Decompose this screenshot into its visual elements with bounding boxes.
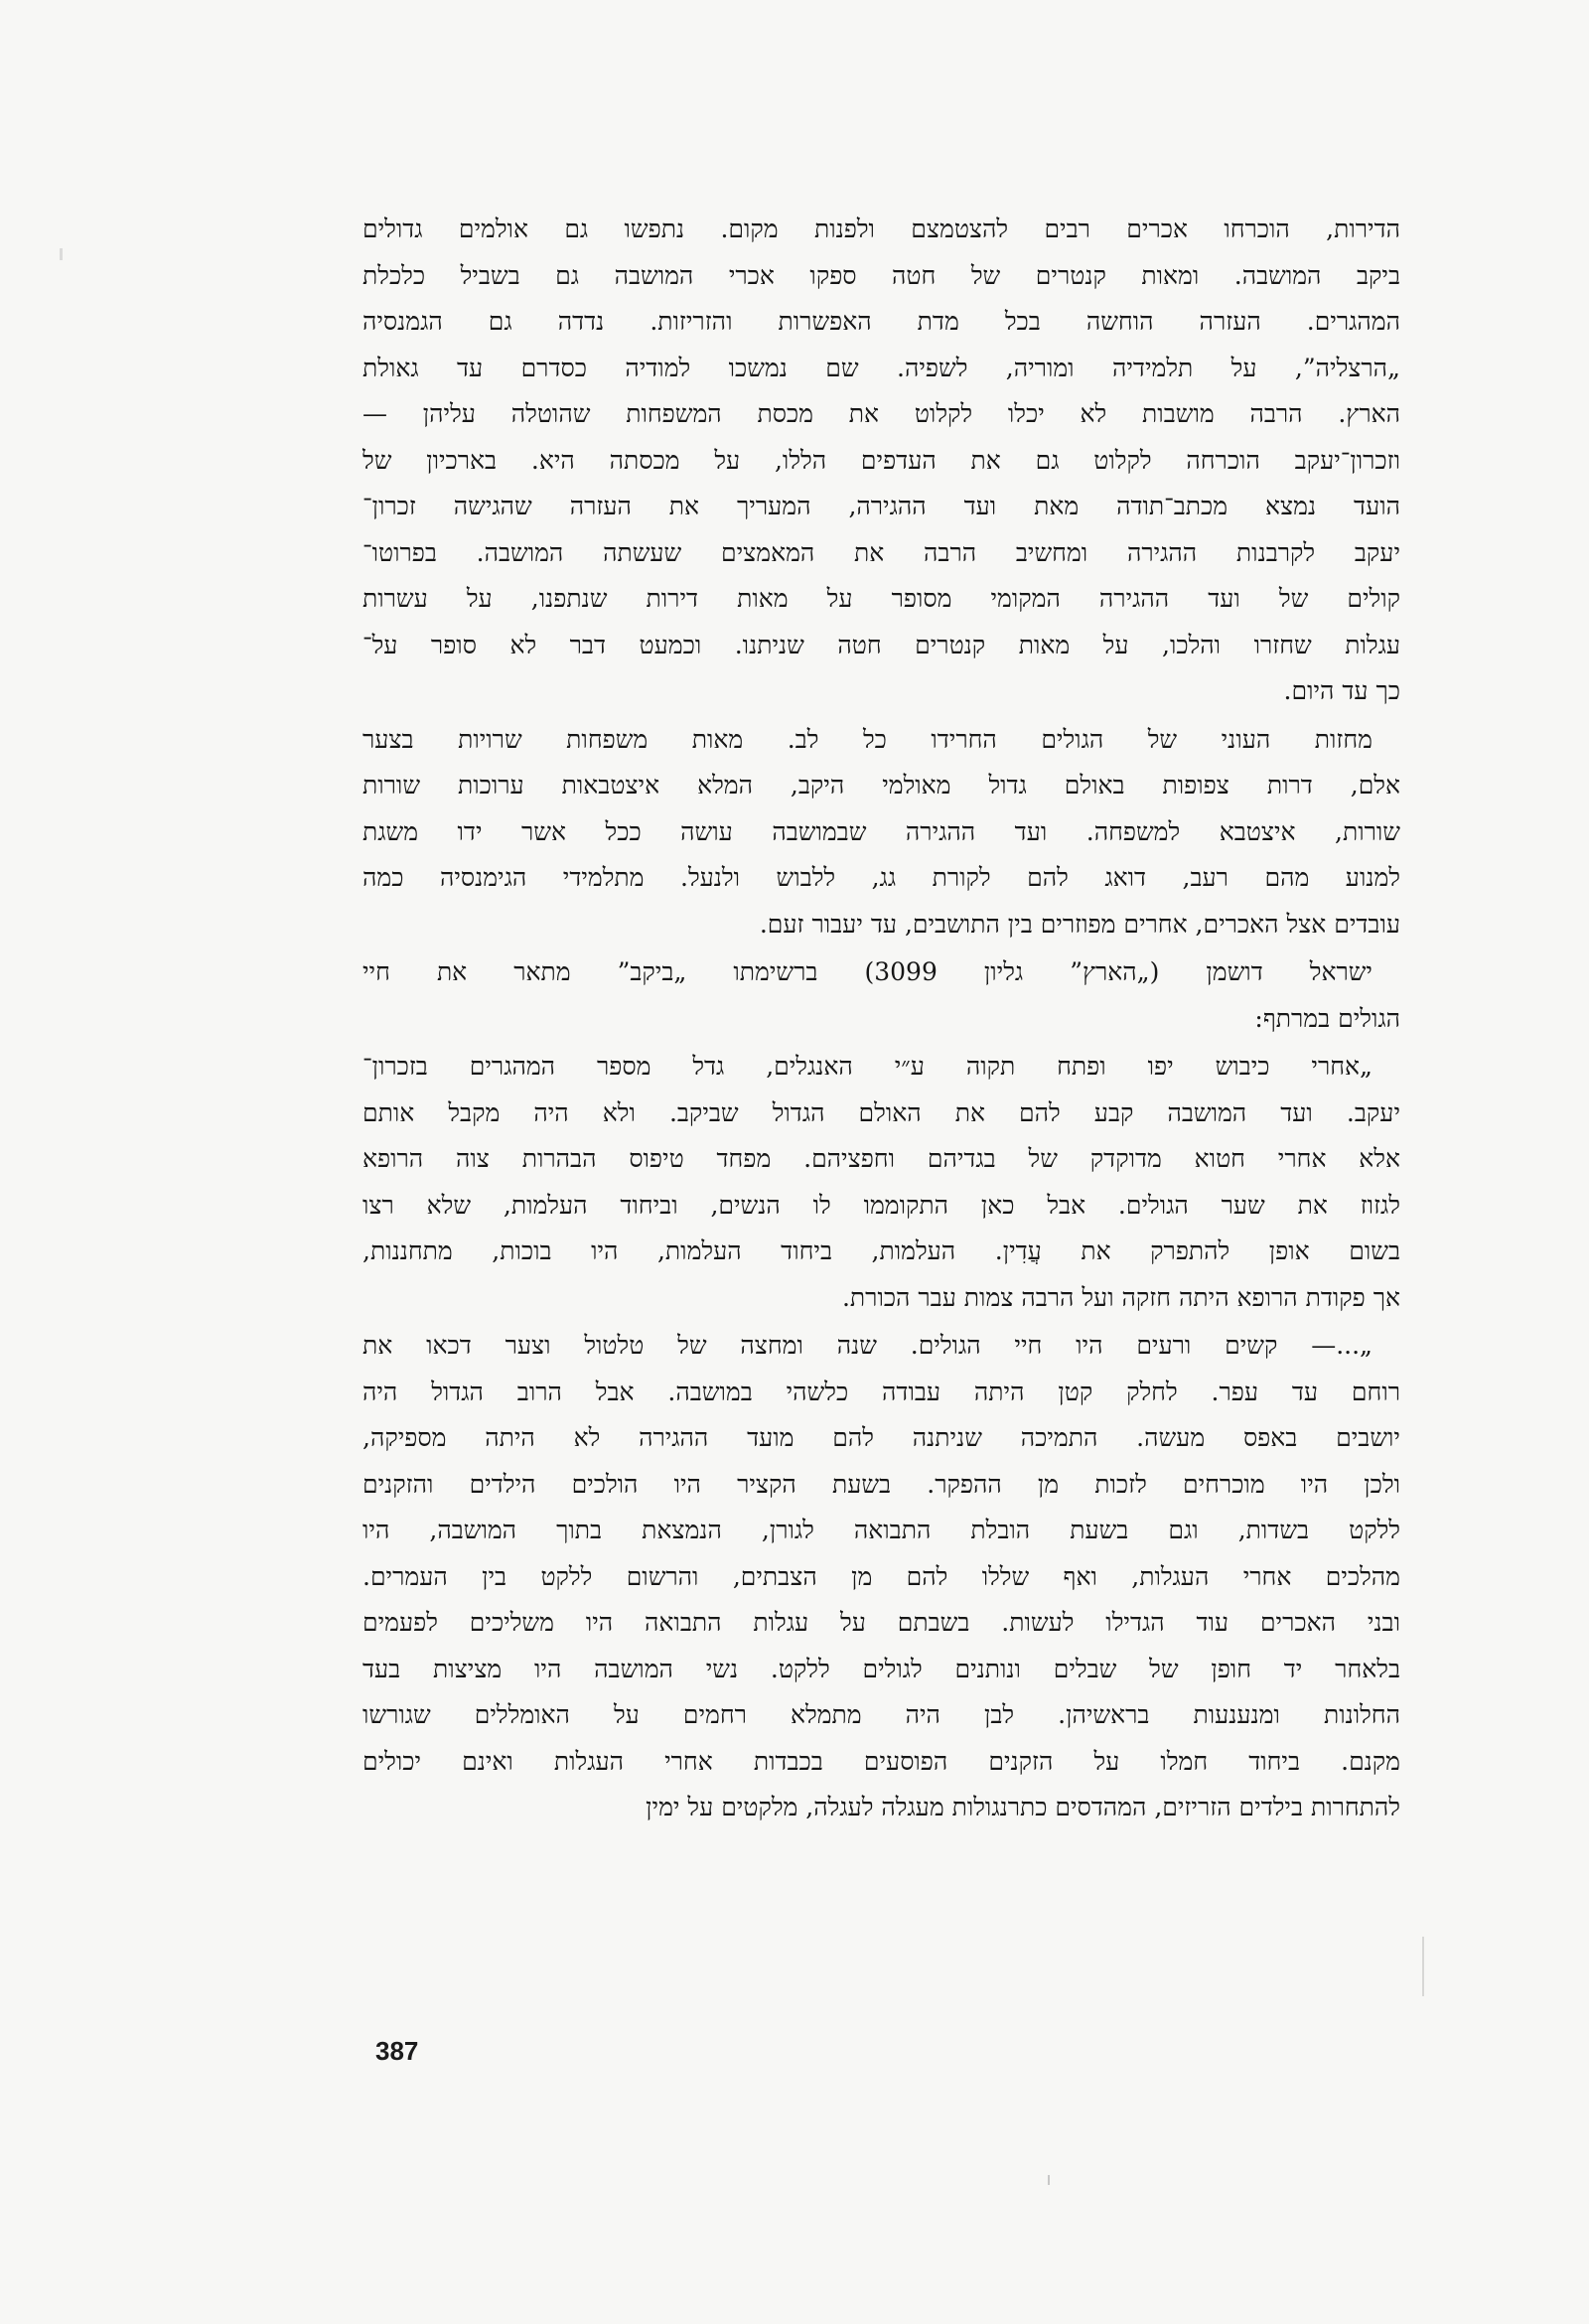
text-line: מחזות העוני של הגולים החרידו כל לב. מאות משפחות שרויות בצער (362, 724, 1372, 754)
paragraph (362, 949, 1400, 1042)
paragraph (362, 207, 1400, 715)
text-line: המהגרים. העזרה הוחשה בכל מדת האפשרות והזריזות. נדדה גם הגמנסיה (362, 307, 1400, 336)
text-line: „אחרי כיבוש יפו ופתח תקוה ע״י האנגלים, גדל מספר המהגרים בזכרון־ (362, 1052, 1372, 1081)
text-line: ביקב המושבה. ומאות קנטרים של חטה ספקו אכרי המושבה גם בשביל כלכלת (362, 260, 1400, 290)
text-line: יעקב לקרבנות ההגירה ומחשיב הרבה את המאמצים שעשתה המושבה. בפרוטו־ (362, 537, 1400, 567)
text-line: החלונות ומנענעות בראשיהן. לבן היה מתמלא רחמים על האומללים שגורשו (362, 1700, 1400, 1729)
paragraph (362, 717, 1400, 948)
text-line: יעקב. ועד המושבה קבע להם את האולם הגדול שביקב. ולא היה מקבל אותם (362, 1097, 1400, 1127)
text-line: הארץ. הרבה מושבות לא יכלו לקלוט את מכסת המשפחות שהוטלה עליהן — (362, 399, 1400, 428)
text-line: רוחם עד עפר. לחלק קטן היתה עבודה כלשהי במושבה. אבל הרוב הגדול היה (362, 1377, 1400, 1406)
text-line: קולים של ועד ההגירה המקומי מסופר על מאות דירות שנתפנו, על עשרות (362, 584, 1400, 613)
text-line: הועד נמצא מכתב־תודה מאת ועד ההגירה, המעריך את העזרה שהגישה זכרון־ (362, 492, 1400, 520)
text-line: עגלות שחזרו והלכו, על מאות קנטרים חטה שניתנו. וכמעט דבר לא סופר על־ (362, 630, 1400, 659)
text-line: מקנם. ביחוד חמלו על הזקנים הפוסעים בכבדות אחרי העגלות ואינם יכולים (362, 1746, 1400, 1776)
text-line: אלא אחרי חטוא מדוקדק של בגדיהם וחפציהם. מפחד טיפוס הבהרות צוה הרופא (362, 1144, 1400, 1173)
text-line: יושבים באפס מעשה. התמיכה שניתנה להם מועד ההגירה לא היתה מספיקה, (362, 1423, 1400, 1452)
page-number: 387 (375, 2036, 419, 2066)
scan-speck (1048, 2175, 1050, 2185)
text-line: ובני האכרים עוד הגדילו לעשות. בשבתם על עגלות התבואה היו משליכים לפעמים (362, 1608, 1400, 1637)
text-line: „...— קשים ורעים היו חיי הגולים. שנה ומחצה של טלטול וצער דכאו את (362, 1331, 1372, 1360)
text-line: בשום אופן להתפרק את עֲדִין. העלמות, ביחוד העלמות, היו בוכות, מתחננות, (362, 1236, 1400, 1265)
text-line: לגזוז את שער הגולים. אבל כאן התקוממו לו הנשים, וביחוד העלמות, שלא רצו (362, 1190, 1400, 1220)
text-line: בלאחר יד חופן של שבלים ונותנים לגולים ללקט. נשי המושבה היו מציצות בעד (362, 1654, 1400, 1683)
text-line: שורות, איצטבא למשפחה. ועד ההגירה שבמושבה עושה ככל אשר ידו משגת (362, 816, 1400, 846)
scan-speck (60, 248, 63, 260)
text-line: ולכן היו מוכרחים לזכות מן ההפקר. בשעת הקציר היו הולכים הילדים והזקנים (362, 1469, 1400, 1499)
body-text (362, 207, 1400, 1831)
text-line: וזכרון־יעקב הוכרחה לקלוט גם את העדפים הללו, על מכסתה היא. בארכיון של (362, 445, 1400, 475)
paragraph (362, 1323, 1400, 1831)
text-line: ישראל דושמן („הארץ” גליון 3099) ברשימתו „ביקב” מתאר את חיי (362, 957, 1372, 986)
text-line: להתחרות בילדים הזריזים, המהדסים כתרנגולות מעגלה לעגלה, מלקטים על ימין (646, 1793, 1400, 1821)
text-line: הדירות, הוכרחו אכרים רבים להצטמצם ולפנות מקום. נתפשו גם אולמים גדולים (362, 215, 1400, 243)
text-line: כך עד היום. (1283, 676, 1400, 705)
paragraph (362, 1044, 1400, 1321)
text-line: אלם, דרות צפופות באולם גדול מאולמי היקב, המלא איצטבאות ערוכות שורות (362, 771, 1400, 799)
text-line: „הרצליה”, על תלמידיה ומוריה, לשפיה. שם נמשכו למודיה כסדרם עד גאולת (362, 353, 1400, 382)
text-line: מהלכים אחרי העגלות, ואף שללו להם מן הצבתים, והרשום ללקט בין העמרים. (362, 1561, 1400, 1591)
scan-speck (1422, 1937, 1424, 1996)
text-line: הגולים במרתף: (1254, 1003, 1400, 1033)
text-line: למנוע מהם רעב, דואג להם לקורת גג, ללבוש ולנעל. מתלמידי הגימנסיה כמה (362, 863, 1400, 892)
text-line: אך פקודת הרופא היתה חזקה ועל הרבה צמות עבר הכורת. (841, 1282, 1400, 1312)
text-line: ללקט בשדות, וגם בשעת הובלת התבואה לגורן, הנמצאת בתוך המושבה, היו (362, 1516, 1400, 1544)
text-line: עובדים אצל האכרים, אחרים מפוזרים בין התושבים, עד יעבור זעם. (759, 909, 1400, 939)
